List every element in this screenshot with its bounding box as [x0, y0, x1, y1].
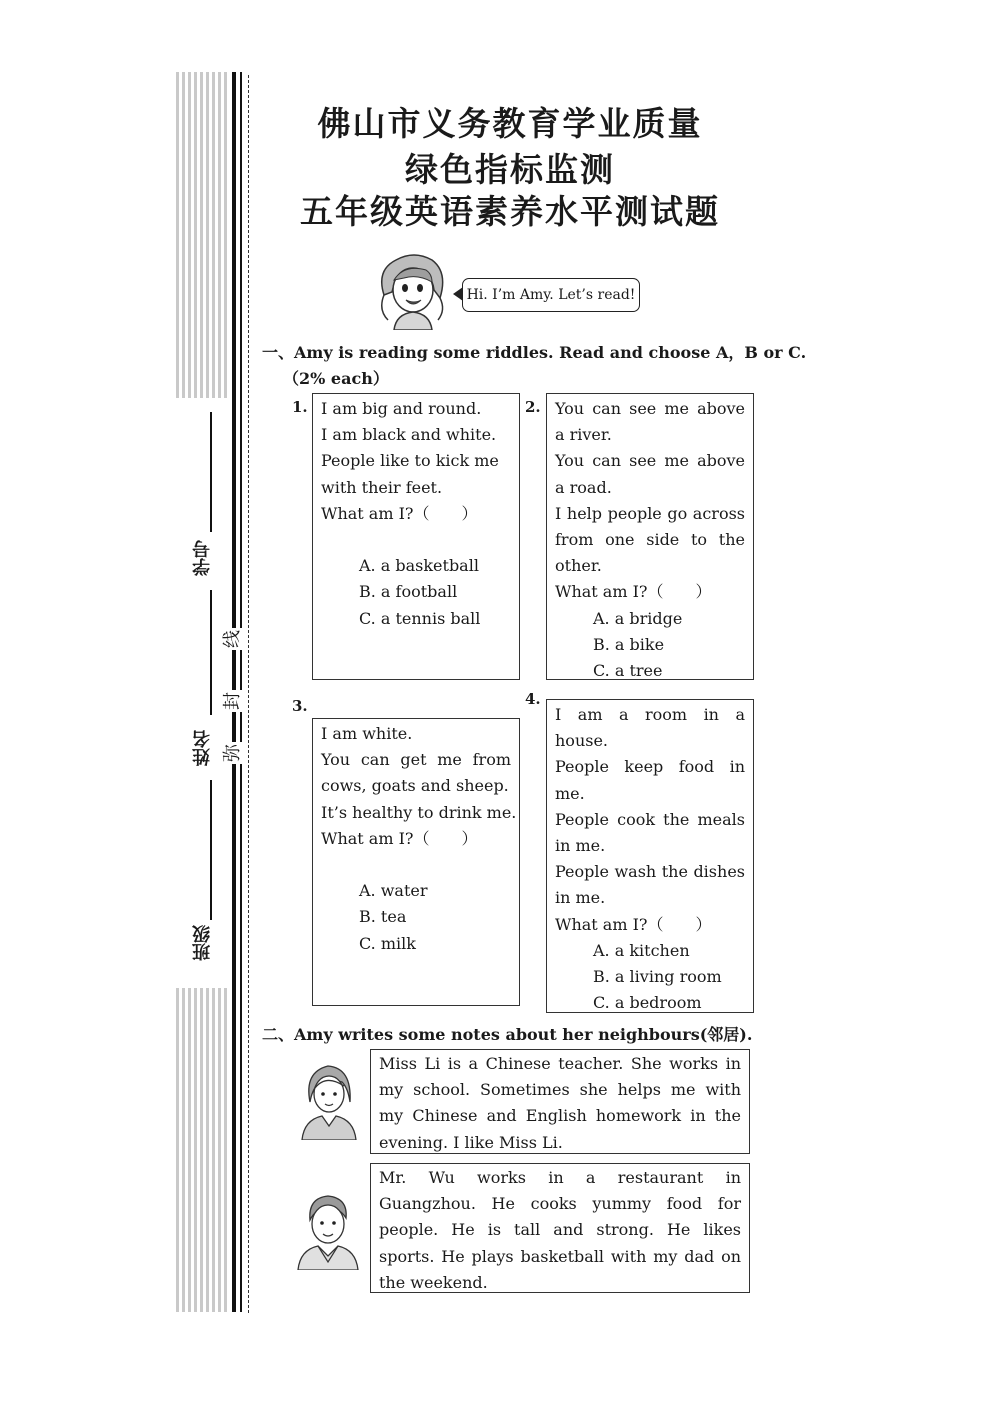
note-mr-wu — [370, 1163, 750, 1293]
riddle-1-box — [312, 393, 520, 680]
mr-wu-portrait-icon — [294, 1190, 360, 1270]
name-label: 姓名 — [192, 730, 213, 766]
riddle-line: other. — [555, 556, 602, 576]
student-id-blank-lower — [210, 590, 212, 715]
note-line: Guangzhou. He cooks yummy food for — [379, 1194, 741, 1214]
student-id-label: 学号 — [192, 540, 213, 576]
riddle-2-box — [546, 393, 754, 680]
riddle-3-box — [312, 718, 520, 1006]
riddle-line: cows, goats and sheep. — [321, 776, 509, 796]
note-line: the weekend. — [379, 1272, 488, 1292]
seal-char-bind: 弥 — [220, 742, 246, 764]
riddle-option[interactable]: C. a bedroom — [593, 993, 702, 1013]
riddle-line: with their feet. — [321, 477, 443, 497]
riddle-4-box — [546, 699, 754, 1013]
binding-stripes-top — [176, 72, 230, 398]
riddle-option[interactable]: B. a living room — [593, 967, 722, 987]
riddle-line: a road. — [555, 477, 612, 497]
riddle-line: People keep food in — [555, 757, 745, 777]
riddle-line: People cook the meals — [555, 809, 745, 829]
riddle-line: in me. — [555, 836, 606, 856]
riddle-option[interactable]: C. milk — [359, 933, 416, 953]
riddle-line: You can get me from — [321, 750, 511, 770]
title-line-1: 佛山市义务教育学业质量 — [317, 104, 703, 143]
binding-stripes-bottom — [176, 988, 230, 1312]
riddle-line: People like to kick me — [321, 451, 499, 471]
riddle-question[interactable]: What am I?（ ） — [321, 828, 478, 848]
title-line-2: 绿色指标监测 — [405, 150, 615, 189]
riddle-line: You can see me above — [555, 451, 745, 471]
riddle-option[interactable]: B. tea — [359, 907, 407, 927]
riddle-option[interactable]: B. a bike — [593, 634, 665, 654]
note-line: sports. He plays basketball with my dad on — [379, 1246, 741, 1266]
riddle-option[interactable]: A. water — [359, 881, 428, 901]
note-line: Miss Li is a Chinese teacher. She works in — [379, 1054, 741, 1073]
miss-li-portrait-icon — [298, 1058, 360, 1140]
seal-char-line: 线 — [220, 628, 246, 650]
riddle-line: It’s healthy to drink me. — [321, 802, 517, 822]
riddle-option[interactable]: A. a kitchen — [593, 940, 690, 960]
riddle-line: I am black and white. — [321, 425, 497, 445]
riddle-line: from one side to the — [555, 530, 745, 550]
riddle-3-number: 3. — [292, 697, 308, 715]
riddle-line: in me. — [555, 888, 606, 908]
riddle-question[interactable]: What am I?（ ） — [555, 914, 712, 934]
class-label: 班级 — [192, 925, 213, 961]
riddle-line: house. — [555, 731, 609, 751]
riddle-option[interactable]: B. a football — [359, 582, 458, 602]
riddle-option[interactable]: A. a basketball — [359, 556, 479, 576]
section1-heading: 一、Amy is reading some riddles. Read and choose A，B or C. — [262, 343, 807, 362]
riddle-1-number: 1. — [292, 398, 308, 416]
binding-dashed-line — [248, 75, 249, 1313]
note-line: my Chinese and English homework in the — [379, 1106, 741, 1126]
riddle-option[interactable]: A. a bridge — [593, 608, 683, 628]
riddle-line: I am big and round. — [321, 399, 482, 418]
name-blank — [210, 780, 212, 920]
riddle-question[interactable]: What am I?（ ） — [321, 503, 478, 523]
seal-char-seal: 封 — [220, 690, 246, 712]
riddle-line: I help people go across — [555, 503, 745, 523]
riddle-option[interactable]: C. a tennis ball — [359, 608, 481, 628]
note-line: evening. I like Miss Li. — [379, 1132, 563, 1152]
riddle-line: You can see me above — [555, 399, 745, 418]
riddle-4-number: 4. — [525, 690, 541, 708]
title-line-3: 五年级英语素养水平测试题 — [300, 192, 720, 231]
riddle-line: People wash the dishes — [555, 862, 745, 882]
section2-heading: 二、Amy writes some notes about her neighbours(邻居). — [262, 1025, 753, 1044]
riddle-line: a river. — [555, 425, 612, 445]
riddle-2-number: 2. — [525, 398, 541, 416]
riddle-line: I am white. — [321, 724, 413, 743]
note-line: my school. Sometimes she helps me with — [379, 1080, 741, 1100]
riddle-line: me. — [555, 783, 585, 803]
amy-girl-icon — [374, 250, 452, 330]
section1-score: （2% each） — [283, 369, 389, 388]
note-miss-li — [370, 1049, 750, 1154]
note-line: Mr. Wu works in a restaurant in — [379, 1168, 741, 1187]
student-id-blank — [210, 412, 212, 532]
note-line: people. He is tall and strong. He likes — [379, 1220, 741, 1240]
riddle-option[interactable]: C. a tree — [593, 661, 663, 681]
speech-bubble: Hi. I’m Amy. Let’s read! — [462, 278, 640, 312]
riddle-question[interactable]: What am I?（ ） — [555, 582, 712, 602]
riddle-line: I am a room in a — [555, 705, 745, 724]
